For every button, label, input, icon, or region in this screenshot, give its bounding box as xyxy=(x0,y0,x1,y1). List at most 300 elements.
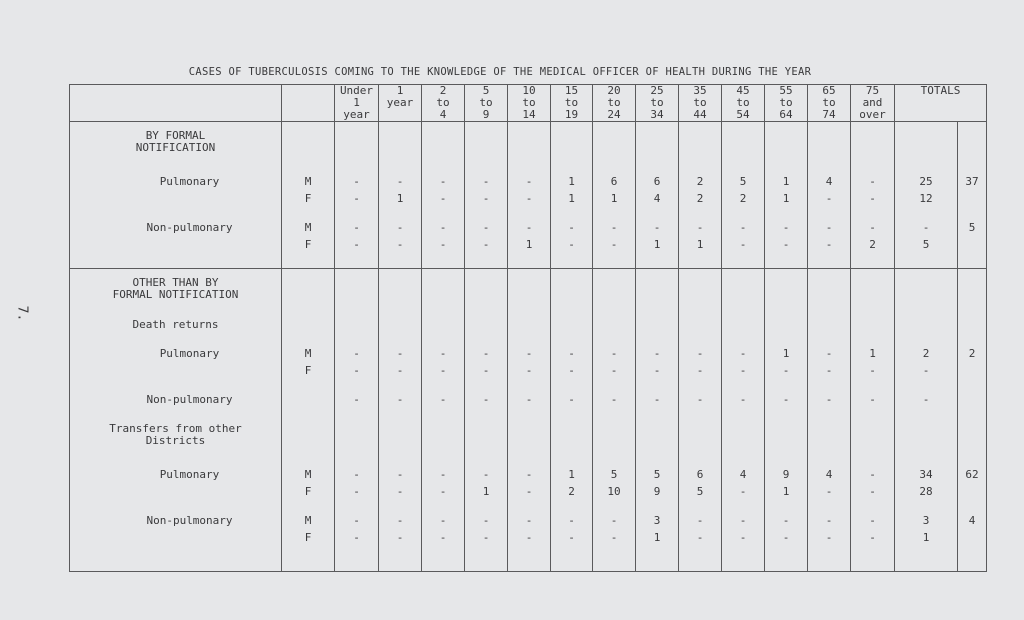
data-cell: - xyxy=(465,239,508,256)
data-cell: - xyxy=(636,348,679,365)
data-cell: - xyxy=(551,239,593,256)
spacer-cell xyxy=(765,122,808,131)
data-cell: - xyxy=(551,515,593,532)
header-text: year xyxy=(386,96,414,109)
spacer-cell xyxy=(70,256,282,269)
data-cell: - xyxy=(379,239,422,256)
empty-cell xyxy=(765,423,808,457)
data-cell: 2 xyxy=(679,193,722,210)
data-cell: 1 xyxy=(551,193,593,210)
empty-cell xyxy=(335,423,379,457)
spacer-cell xyxy=(593,411,636,423)
spacer-cell xyxy=(636,411,679,423)
spacer-cell xyxy=(335,549,379,572)
data-cell: - xyxy=(508,394,551,411)
empty-cell xyxy=(958,423,987,457)
section-heading xyxy=(70,319,282,336)
spacer-cell xyxy=(958,549,987,572)
data-cell: - xyxy=(551,365,593,382)
sex-cell: F xyxy=(282,239,335,256)
header-text: to xyxy=(736,96,750,109)
heading-text: Death returns xyxy=(132,318,219,331)
data-cell: - xyxy=(679,532,722,549)
page-number: 7. xyxy=(14,305,30,322)
data-cell: - xyxy=(808,348,851,365)
spacer-cell xyxy=(379,122,422,131)
data-cell: - xyxy=(422,348,465,365)
spacer-cell xyxy=(379,411,422,423)
total-cell: 2 xyxy=(895,348,958,365)
data-cell: - xyxy=(722,532,765,549)
spacer-cell xyxy=(379,256,422,269)
total-cell: 28 xyxy=(895,486,958,503)
data-cell: - xyxy=(551,532,593,549)
empty-cell xyxy=(679,277,722,311)
spacer-cell xyxy=(335,311,379,319)
data-cell: - xyxy=(808,193,851,210)
data-cell: 4 xyxy=(722,469,765,486)
spacer-cell xyxy=(379,549,422,572)
data-cell: - xyxy=(465,532,508,549)
header-age-75-over xyxy=(851,85,895,122)
spacer-cell xyxy=(282,411,335,423)
data-cell: - xyxy=(379,532,422,549)
row-label xyxy=(70,239,282,256)
empty-cell xyxy=(636,319,679,336)
data-cell: - xyxy=(379,394,422,411)
data-cell: - xyxy=(722,486,765,503)
data-cell: - xyxy=(465,193,508,210)
data-cell: - xyxy=(808,486,851,503)
spacer-cell xyxy=(679,411,722,423)
spacer-cell xyxy=(722,256,765,269)
header-text: over xyxy=(859,108,886,121)
spacer-cell xyxy=(282,269,335,278)
data-cell: - xyxy=(593,515,636,532)
spacer-cell xyxy=(508,311,551,319)
data-cell: 1 xyxy=(679,239,722,256)
spacer-cell xyxy=(765,411,808,423)
data-cell: - xyxy=(508,193,551,210)
header-text: TOTALS xyxy=(920,84,961,97)
data-cell: 6 xyxy=(636,176,679,193)
data-cell: 1 xyxy=(508,239,551,256)
empty-cell xyxy=(282,423,335,457)
header-text: 64 xyxy=(779,108,793,121)
data-cell: - xyxy=(465,394,508,411)
grand-total-cell: 4 xyxy=(958,515,987,549)
empty-cell xyxy=(379,277,422,311)
data-cell: - xyxy=(679,394,722,411)
grand-total-cell: 62 xyxy=(958,469,987,503)
data-cell: - xyxy=(722,515,765,532)
header-text: 19 xyxy=(564,108,579,121)
spacer-cell xyxy=(379,311,422,319)
spacer-cell xyxy=(636,256,679,269)
header-text: 20 xyxy=(607,84,621,97)
row-label: Non-pulmonary xyxy=(70,394,282,411)
data-cell: - xyxy=(422,239,465,256)
section-heading-row xyxy=(70,319,987,336)
data-cell: - xyxy=(765,532,808,549)
data-cell: - xyxy=(808,365,851,382)
spacer-cell xyxy=(282,122,335,131)
data-cell: 1 xyxy=(551,469,593,486)
empty-cell xyxy=(679,130,722,164)
spacer-cell xyxy=(808,311,851,319)
total-cell: 12 xyxy=(895,193,958,210)
spacer-cell xyxy=(851,256,895,269)
spacer-cell xyxy=(895,549,958,572)
data-cell: 1 xyxy=(593,193,636,210)
spacer-cell xyxy=(851,549,895,572)
data-cell: - xyxy=(722,365,765,382)
spacer-cell xyxy=(722,549,765,572)
spacer-cell xyxy=(765,549,808,572)
spacer-cell xyxy=(958,122,987,131)
empty-cell xyxy=(851,319,895,336)
spacer-cell xyxy=(335,411,379,423)
header-text: to xyxy=(522,96,536,109)
spacer-cell xyxy=(508,269,551,278)
empty-cell xyxy=(551,423,593,457)
data-cell: - xyxy=(851,365,895,382)
spacer-row xyxy=(70,122,987,131)
header-age-35-44 xyxy=(679,85,722,122)
header-text: to xyxy=(436,96,450,109)
data-cell: 2 xyxy=(722,193,765,210)
header-text: Under xyxy=(339,84,374,97)
header-text: 1 xyxy=(353,96,360,109)
empty-cell xyxy=(636,277,679,311)
header-sex-col xyxy=(282,85,335,122)
sex-cell: F xyxy=(282,532,335,549)
data-cell: - xyxy=(593,239,636,256)
empty-cell xyxy=(335,130,379,164)
sex-cell: M xyxy=(282,222,335,239)
row-label xyxy=(70,486,282,503)
spacer-cell xyxy=(282,382,335,394)
data-cell: - xyxy=(593,532,636,549)
spacer-cell xyxy=(958,382,987,394)
header-age-65-74 xyxy=(808,85,851,122)
spacer-cell xyxy=(508,256,551,269)
data-cell: - xyxy=(422,532,465,549)
empty-cell xyxy=(808,319,851,336)
spacer-cell xyxy=(851,122,895,131)
data-cell: - xyxy=(335,348,379,365)
data-cell: - xyxy=(722,222,765,239)
spacer-cell xyxy=(422,311,465,319)
header-text: and xyxy=(862,96,883,109)
spacer-cell xyxy=(808,549,851,572)
heading-text: NOTIFICATION xyxy=(135,141,216,154)
data-cell: - xyxy=(379,365,422,382)
spacer-cell xyxy=(422,549,465,572)
header-age-25-34 xyxy=(636,85,679,122)
section-heading xyxy=(70,130,282,164)
spacer-cell xyxy=(335,269,379,278)
spacer-cell xyxy=(551,256,593,269)
data-cell: - xyxy=(422,394,465,411)
data-cell: 1 xyxy=(765,176,808,193)
header-text: 34 xyxy=(650,108,664,121)
row-label xyxy=(70,193,282,210)
header-text: to xyxy=(564,96,579,109)
data-cell: - xyxy=(508,469,551,486)
spacer-cell xyxy=(593,256,636,269)
data-cell: - xyxy=(851,193,895,210)
spacer-cell xyxy=(379,269,422,278)
header-age-15-19 xyxy=(551,85,593,122)
empty-cell xyxy=(851,130,895,164)
empty-cell xyxy=(465,423,508,457)
data-cell: - xyxy=(808,532,851,549)
data-cell: - xyxy=(636,222,679,239)
data-cell: - xyxy=(551,222,593,239)
sex-cell: M xyxy=(282,176,335,193)
spacer-cell xyxy=(465,122,508,131)
data-cell: 1 xyxy=(636,532,679,549)
data-cell: - xyxy=(508,348,551,365)
header-text: 1 xyxy=(396,84,404,97)
header-text: 15 xyxy=(564,84,579,97)
header-text: 25 xyxy=(650,84,664,97)
table-row xyxy=(70,469,987,486)
data-cell: 5 xyxy=(679,486,722,503)
header-label-col xyxy=(70,85,282,122)
table-row xyxy=(70,239,987,256)
spacer-cell xyxy=(593,311,636,319)
spacer-cell xyxy=(851,411,895,423)
data-cell: - xyxy=(593,394,636,411)
header-text: to xyxy=(779,96,793,109)
data-cell: - xyxy=(808,222,851,239)
spacer-cell xyxy=(808,411,851,423)
empty-cell xyxy=(379,319,422,336)
empty-cell xyxy=(551,319,593,336)
data-cell: - xyxy=(335,515,379,532)
data-cell: - xyxy=(422,486,465,503)
data-cell: 4 xyxy=(808,469,851,486)
grand-total-cell: 5 xyxy=(958,222,987,256)
spacer-cell xyxy=(508,122,551,131)
table-row xyxy=(70,394,987,411)
header-text: to xyxy=(607,96,621,109)
sex-cell: M xyxy=(282,469,335,486)
spacer-cell xyxy=(422,411,465,423)
header-text: to xyxy=(479,96,493,109)
header-age-5-9 xyxy=(465,85,508,122)
empty-cell xyxy=(722,277,765,311)
spacer-cell xyxy=(636,311,679,319)
spacer-cell xyxy=(508,411,551,423)
spacer-cell xyxy=(508,549,551,572)
table-row xyxy=(70,365,987,382)
data-cell: - xyxy=(551,394,593,411)
spacer-cell xyxy=(722,311,765,319)
data-cell: - xyxy=(722,239,765,256)
data-cell: - xyxy=(335,365,379,382)
empty-cell xyxy=(508,423,551,457)
empty-cell xyxy=(593,319,636,336)
data-cell: - xyxy=(593,365,636,382)
spacer-cell xyxy=(282,311,335,319)
section-heading xyxy=(70,423,282,457)
spacer-cell xyxy=(636,269,679,278)
data-cell: 10 xyxy=(593,486,636,503)
data-cell: 6 xyxy=(593,176,636,193)
spacer-cell xyxy=(895,122,958,131)
data-cell: - xyxy=(335,176,379,193)
empty-cell xyxy=(508,130,551,164)
data-cell: - xyxy=(508,486,551,503)
section-heading-row xyxy=(70,130,987,164)
data-cell: - xyxy=(422,515,465,532)
spacer-cell xyxy=(895,411,958,423)
empty-cell xyxy=(958,130,987,164)
data-cell: - xyxy=(851,394,895,411)
data-cell: - xyxy=(679,365,722,382)
empty-cell xyxy=(958,319,987,336)
empty-cell xyxy=(765,319,808,336)
spacer-cell xyxy=(679,122,722,131)
data-cell: - xyxy=(679,515,722,532)
data-cell: - xyxy=(465,176,508,193)
data-cell: 1 xyxy=(851,348,895,365)
spacer-cell xyxy=(422,269,465,278)
spacer-cell xyxy=(679,549,722,572)
empty-cell xyxy=(422,277,465,311)
data-cell: - xyxy=(808,515,851,532)
row-label xyxy=(70,532,282,549)
data-cell: 2 xyxy=(551,486,593,503)
spacer-cell xyxy=(465,256,508,269)
table-title: CASES OF TUBERCULOSIS COMING TO THE KNOWLEDGE OF THE MEDICAL OFFICER OF HEALTH DURING THE YEAR xyxy=(188,66,812,78)
spacer-cell xyxy=(895,311,958,319)
data-cell: - xyxy=(851,486,895,503)
data-cell: - xyxy=(722,394,765,411)
spacer-cell xyxy=(465,269,508,278)
data-cell: - xyxy=(551,348,593,365)
empty-cell xyxy=(808,130,851,164)
empty-cell xyxy=(851,423,895,457)
spacer-cell xyxy=(765,269,808,278)
data-cell: - xyxy=(465,365,508,382)
spacer-cell xyxy=(551,122,593,131)
empty-cell xyxy=(679,319,722,336)
data-cell: - xyxy=(508,365,551,382)
empty-cell xyxy=(808,423,851,457)
empty-cell xyxy=(335,319,379,336)
data-cell: - xyxy=(851,469,895,486)
header-text: 75 xyxy=(865,84,880,97)
section-heading xyxy=(70,277,282,311)
empty-cell xyxy=(593,130,636,164)
header-row xyxy=(70,85,987,122)
spacer-cell xyxy=(551,269,593,278)
data-cell: - xyxy=(379,222,422,239)
data-cell: - xyxy=(722,348,765,365)
data-cell: - xyxy=(422,222,465,239)
data-cell: - xyxy=(465,469,508,486)
empty-cell xyxy=(593,277,636,311)
total-cell: 3 xyxy=(895,515,958,532)
total-cell: - xyxy=(895,365,958,382)
row-label: Non-pulmonary xyxy=(70,515,282,532)
data-cell: - xyxy=(422,176,465,193)
heading-text: BY FORMAL xyxy=(145,129,206,142)
data-cell: - xyxy=(765,365,808,382)
heading-text: Transfers from other xyxy=(109,422,242,435)
data-cell: - xyxy=(808,239,851,256)
data-cell: - xyxy=(379,176,422,193)
spacer-cell xyxy=(722,122,765,131)
spacer-cell xyxy=(895,256,958,269)
header-age-20-24 xyxy=(593,85,636,122)
header-text: 2 xyxy=(439,84,447,97)
spacer-cell xyxy=(465,549,508,572)
data-cell: - xyxy=(508,515,551,532)
header-text: 24 xyxy=(607,108,621,121)
empty-cell xyxy=(636,130,679,164)
data-cell: 1 xyxy=(636,239,679,256)
grand-total-cell: 37 xyxy=(958,176,987,210)
spacer-cell xyxy=(465,311,508,319)
data-cell: - xyxy=(465,348,508,365)
empty-cell xyxy=(551,277,593,311)
header-text: 65 xyxy=(822,84,836,97)
data-cell: - xyxy=(508,176,551,193)
header-text: 54 xyxy=(736,108,750,121)
grand-total-cell xyxy=(958,394,987,411)
spacer-cell xyxy=(70,549,282,572)
data-cell: - xyxy=(851,222,895,239)
sex-cell: F xyxy=(282,193,335,210)
total-cell: 34 xyxy=(895,469,958,486)
data-cell: - xyxy=(335,486,379,503)
header-totals xyxy=(895,85,987,122)
heading-text: FORMAL NOTIFICATION xyxy=(112,288,239,301)
data-cell: - xyxy=(765,394,808,411)
spacer-cell xyxy=(636,122,679,131)
heading-text: Districts xyxy=(145,434,206,447)
empty-cell xyxy=(895,130,958,164)
data-cell: 2 xyxy=(679,176,722,193)
data-cell: 5 xyxy=(593,469,636,486)
empty-cell xyxy=(465,130,508,164)
header-text: to xyxy=(822,96,836,109)
data-cell: - xyxy=(636,394,679,411)
sex-cell: M xyxy=(282,515,335,532)
empty-cell xyxy=(722,319,765,336)
data-cell: 1 xyxy=(465,486,508,503)
empty-cell xyxy=(335,277,379,311)
spacer-cell xyxy=(679,256,722,269)
empty-cell xyxy=(379,423,422,457)
empty-cell xyxy=(422,423,465,457)
empty-cell xyxy=(765,277,808,311)
data-cell: 1 xyxy=(551,176,593,193)
data-cell: - xyxy=(851,515,895,532)
table-row xyxy=(70,515,987,532)
data-cell: 9 xyxy=(636,486,679,503)
header-text: 74 xyxy=(822,108,836,121)
empty-cell xyxy=(851,277,895,311)
data-cell: - xyxy=(379,348,422,365)
spacer-row xyxy=(70,549,987,572)
row-label: Pulmonary xyxy=(70,176,282,193)
